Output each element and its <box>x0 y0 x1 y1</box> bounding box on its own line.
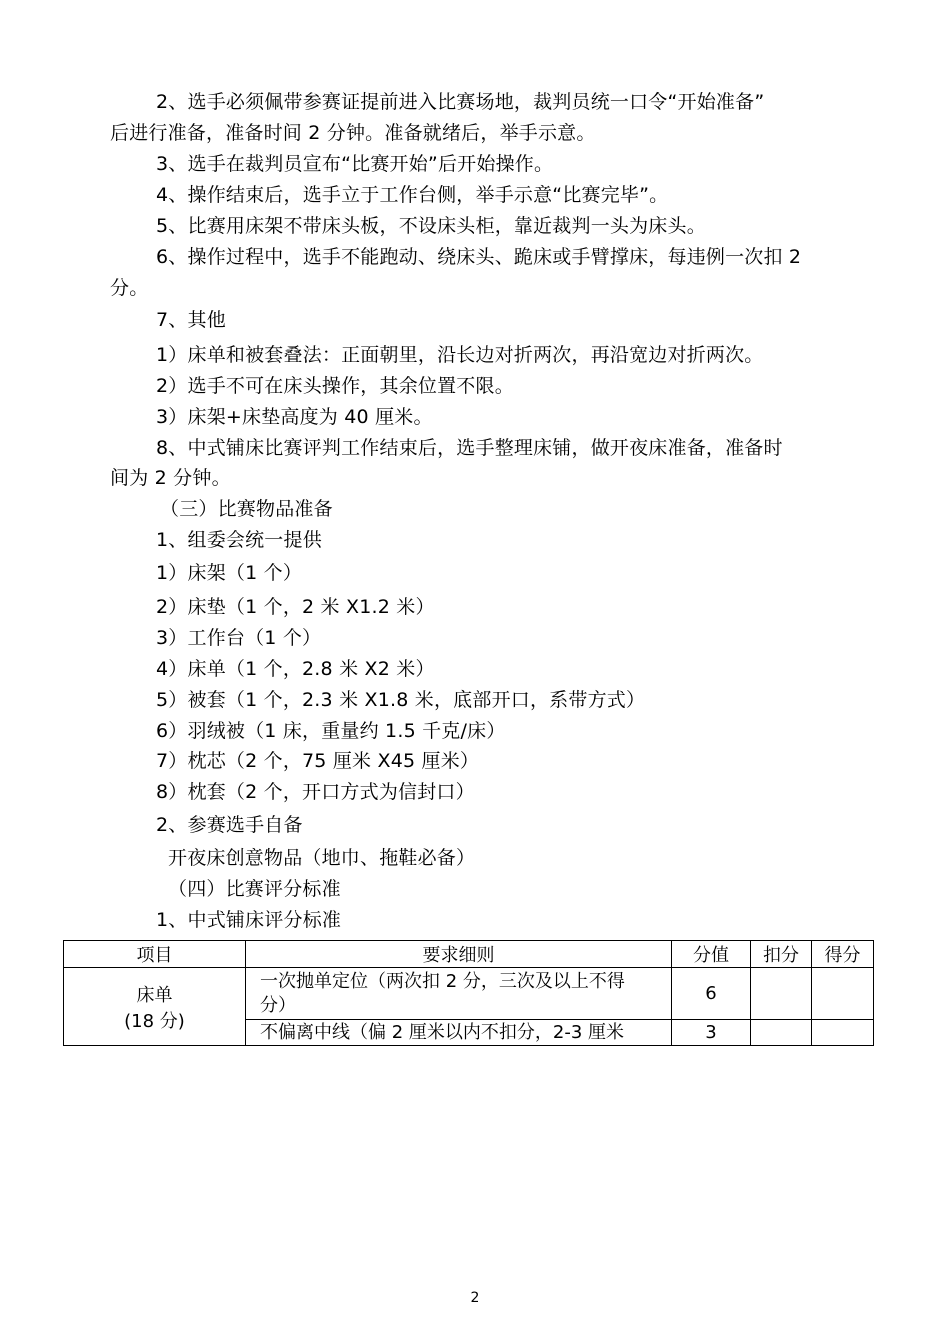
list-item: 5）被套（1 个，2.3 米 X1.8 米，底部开口，系带方式） <box>156 689 646 711</box>
paragraph-line: 3、选手在裁判员宣布“比赛开始”后开始操作。 <box>156 153 554 175</box>
requirement-text: 分） <box>260 994 296 1016</box>
header-obtained: 得分 <box>812 941 874 968</box>
page-number: 2 <box>470 1290 480 1306</box>
list-item: 7）枕芯（2 个，75 厘米 X45 厘米） <box>156 750 480 772</box>
list-item: 1）床架（1 个） <box>156 562 303 584</box>
paragraph-line: 8、中式铺床比赛评判工作结束后，选手整理床铺，做开夜床准备，准备时 <box>156 437 783 459</box>
paragraph-line: 间为 2 分钟。 <box>110 467 231 489</box>
list-item: 2）床垫（1 个，2 米 X1.2 米） <box>156 596 435 618</box>
header-requirement: 要求细则 <box>246 941 672 968</box>
list-item: 1）床单和被套叠法：正面朝里，沿长边对折两次，再沿宽边对折两次。 <box>156 344 764 366</box>
list-item: 3）床架+床垫高度为 40 厘米。 <box>156 406 433 428</box>
paragraph-line: 6、操作过程中，选手不能跑动、绕床头、跪床或手臂撑床，每违例一次扣 2 <box>156 246 802 268</box>
obtained-cell <box>812 1020 874 1046</box>
header-deduction: 扣分 <box>751 941 812 968</box>
paragraph-line: 5、比赛用床架不带床头板，不设床头柜，靠近裁判一头为床头。 <box>156 215 706 237</box>
table-header-row <box>64 941 874 968</box>
section-heading: （三）比赛物品准备 <box>160 498 333 520</box>
paragraph-line: 后进行准备，准备时间 2 分钟。准备就绪后，举手示意。 <box>110 122 596 144</box>
requirement-cell <box>246 968 672 1020</box>
requirement-text: 不偏离中线（偏 2 厘米以内不扣分，2-3 厘米 <box>260 1021 625 1043</box>
sub-heading: 1、中式铺床评分标准 <box>156 909 342 931</box>
list-item: 3）工作台（1 个） <box>156 627 322 649</box>
list-item: 8）枕套（2 个，开口方式为信封口） <box>156 781 475 803</box>
group-points: (18 分) <box>124 1010 185 1032</box>
group-cell <box>64 968 246 1046</box>
list-item: 4）床单（1 个，2.8 米 X2 米） <box>156 658 435 680</box>
paragraph-line: 开夜床创意物品（地巾、拖鞋必备） <box>168 847 476 869</box>
list-item: 2）选手不可在床头操作，其余位置不限。 <box>156 375 514 397</box>
paragraph-line: 2、选手必须佩带参赛证提前进入比赛场地，裁判员统一口令“开始准备” <box>156 91 765 113</box>
paragraph-line: 分。 <box>110 277 149 299</box>
obtained-cell <box>812 968 874 1020</box>
scoring-table <box>63 940 874 1046</box>
sub-heading: 2、参赛选手自备 <box>156 814 303 836</box>
deduction-cell <box>751 968 812 1020</box>
requirement-text: 一次抛单定位（两次扣 2 分，三次及以上不得 <box>260 970 625 992</box>
paragraph-line: 4、操作结束后，选手立于工作台侧，举手示意“比赛完毕”。 <box>156 184 669 206</box>
score-cell: 3 <box>672 1020 751 1046</box>
score-cell: 6 <box>672 968 751 1020</box>
deduction-cell <box>751 1020 812 1046</box>
header-score: 分值 <box>672 941 751 968</box>
section-heading: （四）比赛评分标准 <box>168 878 341 900</box>
requirement-cell <box>246 1020 672 1046</box>
header-item: 项目 <box>64 941 246 968</box>
sub-heading: 1、组委会统一提供 <box>156 529 322 551</box>
table-row <box>64 968 874 1020</box>
group-name: 床单 <box>136 984 173 1006</box>
section-heading: 7、其他 <box>156 309 226 331</box>
list-item: 6）羽绒被（1 床，重量约 1.5 千克/床） <box>156 720 506 742</box>
